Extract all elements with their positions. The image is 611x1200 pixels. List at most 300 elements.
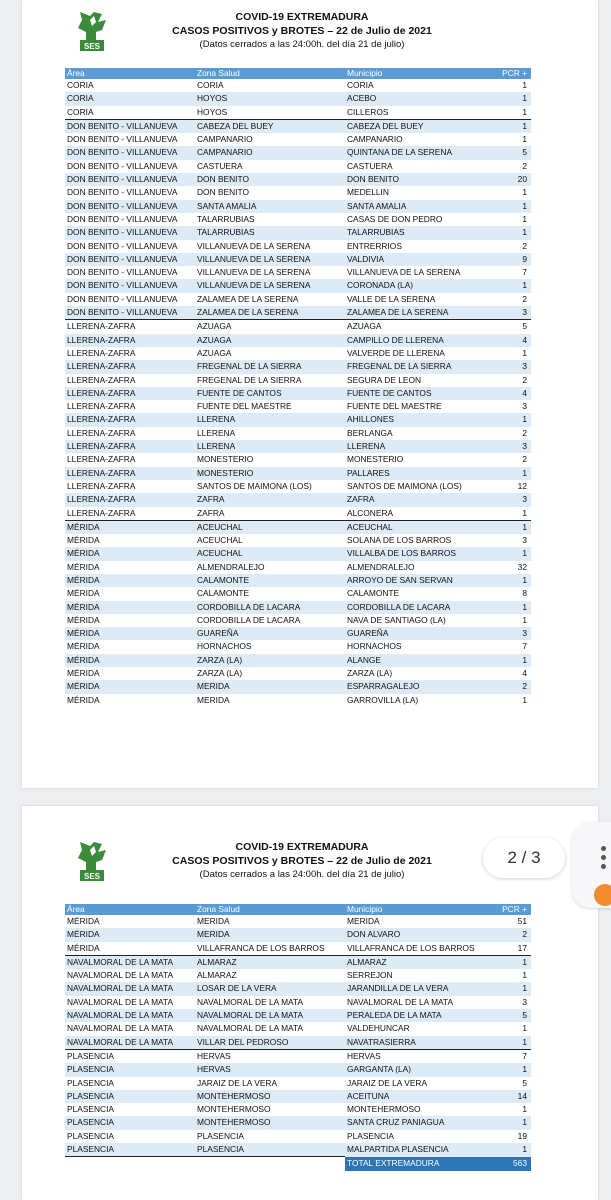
cell-municipio: CASAS DE DON PEDRO: [347, 213, 443, 224]
cell-zona: MERIDA: [197, 916, 230, 926]
document-title: COVID-19 EXTREMADURA: [235, 11, 369, 23]
cell-pcr: 2: [522, 293, 527, 304]
cell-pcr: 51: [517, 916, 527, 926]
cell-area: LLERENA-ZAFRA: [65, 467, 195, 480]
cell-area: LLERENA-ZAFRA: [65, 413, 195, 426]
cell-pcr: 1: [485, 601, 531, 614]
cell-zona: GUAREÑA: [195, 627, 345, 640]
cell-zona: VILLAFRANCA DE LOS BARROS: [195, 942, 345, 956]
cell-municipio: ALANGE: [345, 654, 485, 667]
cell-zona: MERIDA: [195, 680, 345, 693]
cell-pcr: 1: [485, 200, 531, 213]
table-row: [65, 334, 531, 347]
cell-pcr: 1: [522, 134, 527, 145]
cell-municipio: ZALAMEA DE LA SERENA: [345, 306, 485, 320]
cell-zona: DON BENITO: [195, 173, 345, 186]
table-row: [65, 453, 531, 466]
cell-pcr: 1: [485, 955, 531, 969]
table-row: [65, 547, 531, 560]
cell-municipio: PALLARES: [345, 467, 485, 480]
table-row: [65, 320, 531, 334]
table-row: [65, 240, 531, 253]
cell-municipio: MONTEHERMOSO: [347, 1104, 421, 1115]
document-subtitle: CASOS POSITIVOS y BROTES – 22 de Julio de 2021: [172, 855, 432, 867]
cell-municipio: VALDEHUNCAR: [347, 1023, 410, 1034]
cell-pcr: 1: [485, 1036, 531, 1050]
cell-pcr: 3: [522, 996, 527, 1007]
cell-municipio: PLASENCIA: [347, 1130, 395, 1141]
cell-pcr: 5: [485, 1009, 531, 1022]
table-row: [65, 279, 531, 292]
cell-pcr: 12: [517, 480, 527, 491]
table-row: [65, 942, 531, 956]
cell-municipio: ALCONERA: [345, 507, 485, 521]
cell-pcr: 1: [485, 1143, 531, 1157]
cell-zona: CABEZA DEL BUEY: [195, 119, 345, 133]
cell-municipio: CORONADA (LA): [345, 279, 485, 292]
cell-zona: ALMARAZ: [197, 970, 237, 981]
cell-area: DON BENITO - VILLANUEVA: [67, 267, 178, 278]
cell-zona: CALAMONTE: [197, 588, 250, 599]
cell-area: DON BENITO - VILLANUEVA: [67, 240, 178, 251]
cell-zona: FREGENAL DE LA SIERRA: [197, 374, 302, 385]
cell-municipio: LLERENA: [345, 440, 485, 453]
cell-zona: TALARRUBIAS: [197, 213, 255, 224]
cell-area: DON BENITO - VILLANUEVA: [65, 146, 195, 159]
table-row: [65, 293, 531, 306]
cell-municipio: FUENTE DEL MAESTRE: [347, 401, 442, 412]
table-row: [65, 614, 531, 627]
table-row: [65, 440, 531, 453]
table-row: [65, 387, 531, 400]
table-row: [65, 640, 531, 653]
cell-zona: CORDOBILLA DE LACARA: [195, 601, 345, 614]
cell-zona: LLERENA: [195, 413, 345, 426]
cell-municipio: VALLE DE LA SERENA: [347, 293, 436, 304]
cell-pcr: 1: [485, 1116, 531, 1129]
table-row: [65, 680, 531, 693]
cell-area: NAVALMORAL DE LA MATA: [65, 1036, 195, 1050]
table-row: [65, 1063, 531, 1076]
cell-pcr: 4: [485, 334, 531, 347]
cell-zona: VILLANUEVA DE LA SERENA: [197, 267, 311, 278]
cell-municipio: SOLANA DE LOS BARROS: [347, 535, 452, 546]
cell-area: NAVALMORAL DE LA MATA: [67, 1023, 174, 1034]
table-row: [65, 1103, 531, 1116]
ses-logo-icon: [72, 10, 114, 54]
cell-area: NAVALMORAL DE LA MATA: [67, 996, 174, 1007]
cell-zona: VILLANUEVA DE LA SERENA: [195, 253, 345, 266]
table-row: [65, 266, 531, 279]
cell-area: MÉRIDA: [67, 561, 100, 572]
table-row: [65, 1090, 531, 1103]
table-row: [65, 106, 531, 120]
cell-zona: CORIA: [197, 80, 224, 90]
table-row: [65, 186, 531, 199]
table-row: [65, 627, 531, 640]
col-pcr-header: PCR +: [485, 68, 531, 79]
cell-pcr: 2: [485, 680, 531, 693]
cell-pcr: 5: [522, 1077, 527, 1088]
table-row: [65, 480, 531, 493]
cell-area: PLASENCIA: [67, 1050, 115, 1061]
cell-municipio: MONESTERIO: [347, 454, 404, 465]
table-row: [65, 561, 531, 574]
cell-area: MÉRIDA: [65, 574, 195, 587]
cell-pcr: 20: [485, 173, 531, 186]
ses-logo-icon: [72, 840, 114, 884]
table-row: [65, 955, 531, 969]
cell-municipio: CORIA: [347, 80, 374, 90]
cell-zona: SANTOS DE MAIMONA (LOS): [197, 480, 312, 491]
table-row: [65, 520, 531, 534]
table-row: [65, 347, 531, 360]
cell-pcr: 1: [522, 80, 527, 90]
table-row: [65, 1116, 531, 1129]
cell-zona: NAVALMORAL DE LA MATA: [197, 1023, 304, 1034]
cell-area: DON BENITO - VILLANUEVA: [65, 200, 195, 213]
cell-pcr: 1: [485, 467, 531, 480]
cell-pcr: 14: [485, 1090, 531, 1103]
cell-area: MÉRIDA: [67, 668, 100, 679]
cell-area: PLASENCIA: [65, 1090, 195, 1103]
cell-zona: MONESTERIO: [195, 467, 345, 480]
cell-area: PLASENCIA: [65, 1143, 195, 1157]
cell-zona: ACEUCHAL: [195, 520, 345, 534]
table-row: [65, 507, 531, 521]
cell-area: PLASENCIA: [67, 1130, 115, 1141]
cell-municipio: SANTA AMALIA: [345, 200, 485, 213]
cell-pcr: 1: [522, 694, 527, 705]
cell-pcr: 17: [485, 942, 531, 956]
table-row: [65, 574, 531, 587]
table-row: [65, 694, 531, 707]
col-municipio-header: Municipio: [345, 904, 485, 915]
cell-zona: PLASENCIA: [195, 1143, 345, 1157]
cell-pcr: 1: [485, 279, 531, 292]
cell-municipio: CAMPANARIO: [347, 134, 403, 145]
cell-municipio: JARAIZ DE LA VERA: [347, 1077, 428, 1088]
cell-municipio: VILLANUEVA DE LA SERENA: [347, 267, 461, 278]
cell-municipio: ACEITUNA: [345, 1090, 485, 1103]
cell-zona: PLASENCIA: [197, 1130, 245, 1141]
cell-pcr: 1: [485, 226, 531, 239]
cell-municipio: ARROYO DE SAN SERVAN: [345, 574, 485, 587]
table-row: [65, 400, 531, 413]
cell-pcr: 1: [522, 213, 527, 224]
cell-zona: LLERENA: [195, 440, 345, 453]
cell-pcr: 9: [485, 253, 531, 266]
cell-area: DON BENITO - VILLANUEVA: [65, 226, 195, 239]
cell-zona: HERVAS: [197, 1050, 231, 1061]
cell-pcr: 2: [485, 928, 531, 941]
cell-zona: ZARZA (LA): [197, 668, 243, 679]
cell-municipio: MERIDA: [347, 916, 380, 926]
cell-pcr: 7: [522, 1050, 527, 1061]
cell-municipio: DON ALVARO: [345, 928, 485, 941]
cell-zona: FREGENAL DE LA SIERRA: [195, 360, 345, 373]
table-row: [65, 200, 531, 213]
cell-pcr: 4: [522, 668, 527, 679]
cell-pcr: 5: [485, 146, 531, 159]
table-row: [65, 601, 531, 614]
cell-area: MÉRIDA: [67, 535, 100, 546]
col-zona-header: Zona Salud: [195, 68, 345, 79]
cell-municipio: CAMPILLO DE LLERENA: [345, 334, 485, 347]
cell-pcr: 2: [522, 240, 527, 251]
total-value: 563: [485, 1157, 531, 1172]
cell-pcr: 19: [517, 1130, 527, 1141]
cell-municipio: GUAREÑA: [345, 627, 485, 640]
table-row: [65, 982, 531, 995]
cell-pcr: 1: [485, 982, 531, 995]
table-header-row: [65, 68, 531, 79]
cell-pcr: 1: [522, 1023, 527, 1034]
document-page-1: [22, 0, 598, 788]
cell-area: DON BENITO - VILLANUEVA: [65, 279, 195, 292]
cell-municipio: QUINTANA DE LA SERENA: [345, 146, 485, 159]
cell-pcr: 1: [522, 970, 527, 981]
cell-pcr: 1: [485, 574, 531, 587]
cell-area: CORIA: [67, 80, 94, 90]
cell-area: MÉRIDA: [65, 942, 195, 956]
cell-area: CORIA: [65, 106, 195, 120]
cell-municipio: FUENTE DE CANTOS: [345, 387, 485, 400]
cell-zona: FUENTE DEL MAESTRE: [197, 401, 292, 412]
cell-zona: CASTUERA: [197, 160, 243, 171]
cell-pcr: 3: [522, 401, 527, 412]
cell-pcr: 5: [522, 321, 527, 332]
cell-municipio: MEDELLIN: [347, 187, 389, 198]
cell-municipio: VALVERDE DE LLERENA: [347, 347, 445, 358]
table-row: [65, 467, 531, 480]
table-body-page-1: [65, 79, 531, 707]
cell-area: DON BENITO - VILLANUEVA: [65, 253, 195, 266]
cell-municipio: JARANDILLA DE LA VERA: [345, 982, 485, 995]
cell-zona: MERIDA: [195, 928, 345, 941]
cell-zona: MONTEHERMOSO: [195, 1116, 345, 1129]
table-row: [65, 969, 531, 982]
table-row: [65, 92, 531, 105]
cell-area: DON BENITO - VILLANUEVA: [65, 119, 195, 133]
cell-area: MÉRIDA: [65, 928, 195, 941]
table-row: [65, 226, 531, 239]
cell-zona: NAVALMORAL DE LA MATA: [195, 1009, 345, 1022]
cell-zona: SANTA AMALIA: [195, 200, 345, 213]
cell-area: MÉRIDA: [65, 520, 195, 534]
cell-pcr: 3: [485, 627, 531, 640]
cell-area: DON BENITO - VILLANUEVA: [67, 293, 178, 304]
cell-zona: AZUAGA: [195, 334, 345, 347]
cell-municipio: CILLEROS: [345, 106, 485, 120]
cell-area: MÉRIDA: [67, 641, 100, 652]
cell-area: LLERENA-ZAFRA: [65, 387, 195, 400]
cell-zona: LLERENA: [197, 427, 236, 438]
table-row: [65, 915, 531, 928]
cell-pcr: 2: [522, 374, 527, 385]
cell-municipio: GARGANTA (LA): [345, 1063, 485, 1076]
cell-pcr: 7: [522, 641, 527, 652]
cell-municipio: VILLAFRANCA DE LOS BARROS: [345, 942, 485, 956]
cell-municipio: AHILLONES: [345, 413, 485, 426]
table-row: [65, 119, 531, 133]
cell-municipio: NAVA DE SANTIAGO (LA): [347, 614, 446, 625]
cell-municipio: HORNACHOS: [347, 641, 402, 652]
cell-area: LLERENA-ZAFRA: [65, 334, 195, 347]
cell-area: LLERENA-ZAFRA: [67, 401, 136, 412]
cell-pcr: 8: [522, 588, 527, 599]
cell-municipio: NAVATRASIERRA: [345, 1036, 485, 1050]
cell-zona: ACEUCHAL: [197, 535, 243, 546]
cell-pcr: 2: [522, 427, 527, 438]
table-row: [65, 146, 531, 159]
cell-pcr: 1: [485, 413, 531, 426]
cell-area: CORIA: [65, 92, 195, 105]
cell-zona: DON BENITO: [197, 187, 249, 198]
cell-municipio: CORDOBILLA DE LACARA: [345, 601, 485, 614]
side-menu-button[interactable]: [572, 822, 611, 908]
cell-municipio: ZAFRA: [345, 493, 485, 506]
cell-area: MÉRIDA: [65, 654, 195, 667]
cell-area: DON BENITO - VILLANUEVA: [65, 306, 195, 320]
cell-area: LLERENA-ZAFRA: [67, 374, 136, 385]
svg-text:SES: SES: [83, 872, 101, 881]
document-title: COVID-19 EXTREMADURA: [235, 841, 369, 853]
cell-zona: HERVAS: [195, 1063, 345, 1076]
cell-zona: TALARRUBIAS: [195, 226, 345, 239]
table-row: [65, 587, 531, 600]
table-row: [65, 413, 531, 426]
cell-zona: CORDOBILLA DE LACARA: [197, 614, 301, 625]
assistant-bubble-icon[interactable]: [594, 884, 611, 906]
cell-zona: LOSAR DE LA VERA: [195, 982, 345, 995]
cell-municipio: CABEZA DEL BUEY: [345, 119, 485, 133]
cell-municipio: ESPARRAGALEJO: [345, 680, 485, 693]
col-municipio-header: Municipio: [345, 68, 485, 79]
cell-area: MÉRIDA: [67, 614, 100, 625]
cell-zona: NAVALMORAL DE LA MATA: [197, 996, 304, 1007]
cell-pcr: 2: [522, 454, 527, 465]
cell-zona: CAMPANARIO: [197, 134, 253, 145]
cell-zona: VILLAR DEL PEDROSO: [195, 1036, 345, 1050]
page-indicator: 2 / 3: [483, 838, 565, 878]
table-row: [65, 133, 531, 146]
cell-zona: FUENTE DE CANTOS: [195, 387, 345, 400]
cell-municipio: SEGURA DE LEON: [347, 374, 422, 385]
cell-zona: ALMARAZ: [195, 955, 345, 969]
cell-municipio: FREGENAL DE LA SIERRA: [345, 360, 485, 373]
table-row: [65, 1036, 531, 1050]
cell-zona: JARAIZ DE LA VERA: [197, 1077, 278, 1088]
cell-pcr: 1: [485, 547, 531, 560]
table-row: [65, 1130, 531, 1143]
cell-municipio: DON BENITO: [345, 173, 485, 186]
cell-pcr: 1: [485, 507, 531, 521]
cell-pcr: 1: [522, 187, 527, 198]
cell-pcr: 3: [485, 360, 531, 373]
cell-zona: ZALAMEA DE LA SERENA: [197, 293, 299, 304]
cell-area: LLERENA-ZAFRA: [65, 507, 195, 521]
cell-pcr: 1: [485, 92, 531, 105]
cell-pcr: 3: [522, 535, 527, 546]
cell-zona: MONTEHERMOSO: [197, 1104, 271, 1115]
cell-municipio: ACEBO: [345, 92, 485, 105]
col-area-header: Área: [65, 68, 195, 79]
cell-pcr: 1: [485, 654, 531, 667]
table-body-page-2: [65, 915, 531, 1157]
cell-pcr: 1: [485, 520, 531, 534]
cell-zona: MONESTERIO: [197, 454, 254, 465]
cell-area: DON BENITO - VILLANUEVA: [65, 173, 195, 186]
cell-area: LLERENA-ZAFRA: [67, 427, 136, 438]
cell-pcr: 1: [522, 347, 527, 358]
col-area-header: Área: [65, 904, 195, 915]
cell-municipio: PERALEDA DE LA MATA: [345, 1009, 485, 1022]
more-options-icon[interactable]: [601, 846, 609, 873]
cell-municipio: SANTA CRUZ PANIAGUA: [345, 1116, 485, 1129]
table-row: [65, 996, 531, 1009]
cell-area: MÉRIDA: [65, 547, 195, 560]
document-subtitle: CASOS POSITIVOS y BROTES – 22 de Julio de 2021: [172, 25, 432, 37]
cell-area: PLASENCIA: [65, 1116, 195, 1129]
total-label: TOTAL EXTREMADURA: [345, 1157, 485, 1172]
document-header: [122, 840, 482, 882]
cell-municipio: MALPARTIDA PLASENCIA: [345, 1143, 485, 1157]
cell-pcr: 1: [522, 614, 527, 625]
cell-pcr: 1: [522, 1104, 527, 1115]
cell-pcr: 4: [485, 387, 531, 400]
cell-zona: ALMENDRALEJO: [197, 561, 265, 572]
cell-area: LLERENA-ZAFRA: [67, 347, 136, 358]
col-zona-header: Zona Salud: [195, 904, 345, 915]
cell-area: DON BENITO - VILLANUEVA: [67, 187, 178, 198]
cell-municipio: SERREJON: [347, 970, 393, 981]
cell-zona: HOYOS: [195, 92, 345, 105]
table-row: [65, 1143, 531, 1157]
col-pcr-header: PCR +: [485, 904, 531, 915]
cell-area: LLERENA-ZAFRA: [65, 440, 195, 453]
table-row: [65, 79, 531, 92]
cell-zona: CAMPANARIO: [195, 146, 345, 159]
cell-municipio: NAVALMORAL DE LA MATA: [347, 996, 454, 1007]
table-row: [65, 1009, 531, 1022]
table-row: [65, 667, 531, 680]
table-row: [65, 654, 531, 667]
table-row: [65, 1049, 531, 1063]
cell-pcr: 1: [485, 119, 531, 133]
cell-area: NAVALMORAL DE LA MATA: [67, 970, 174, 981]
cell-pcr: 3: [485, 493, 531, 506]
cell-pcr: 3: [485, 306, 531, 320]
table-row: [65, 928, 531, 941]
cell-pcr: 32: [517, 561, 527, 572]
cell-municipio: CASTUERA: [347, 160, 393, 171]
cell-area: LLERENA-ZAFRA: [65, 493, 195, 506]
cell-zona: VILLANUEVA DE LA SERENA: [195, 279, 345, 292]
cell-area: LLERENA-ZAFRA: [67, 321, 136, 332]
cell-area: NAVALMORAL DE LA MATA: [65, 1009, 195, 1022]
cell-zona: ACEUCHAL: [195, 547, 345, 560]
table-row: [65, 173, 531, 186]
table-row: [65, 534, 531, 547]
cell-zona: ZALAMEA DE LA SERENA: [195, 306, 345, 320]
cell-area: MÉRIDA: [65, 601, 195, 614]
table-row: [65, 427, 531, 440]
table-row: [65, 213, 531, 226]
document-header: [122, 10, 482, 52]
cell-zona: ZARZA (LA): [195, 654, 345, 667]
table-header-row: [65, 904, 531, 915]
